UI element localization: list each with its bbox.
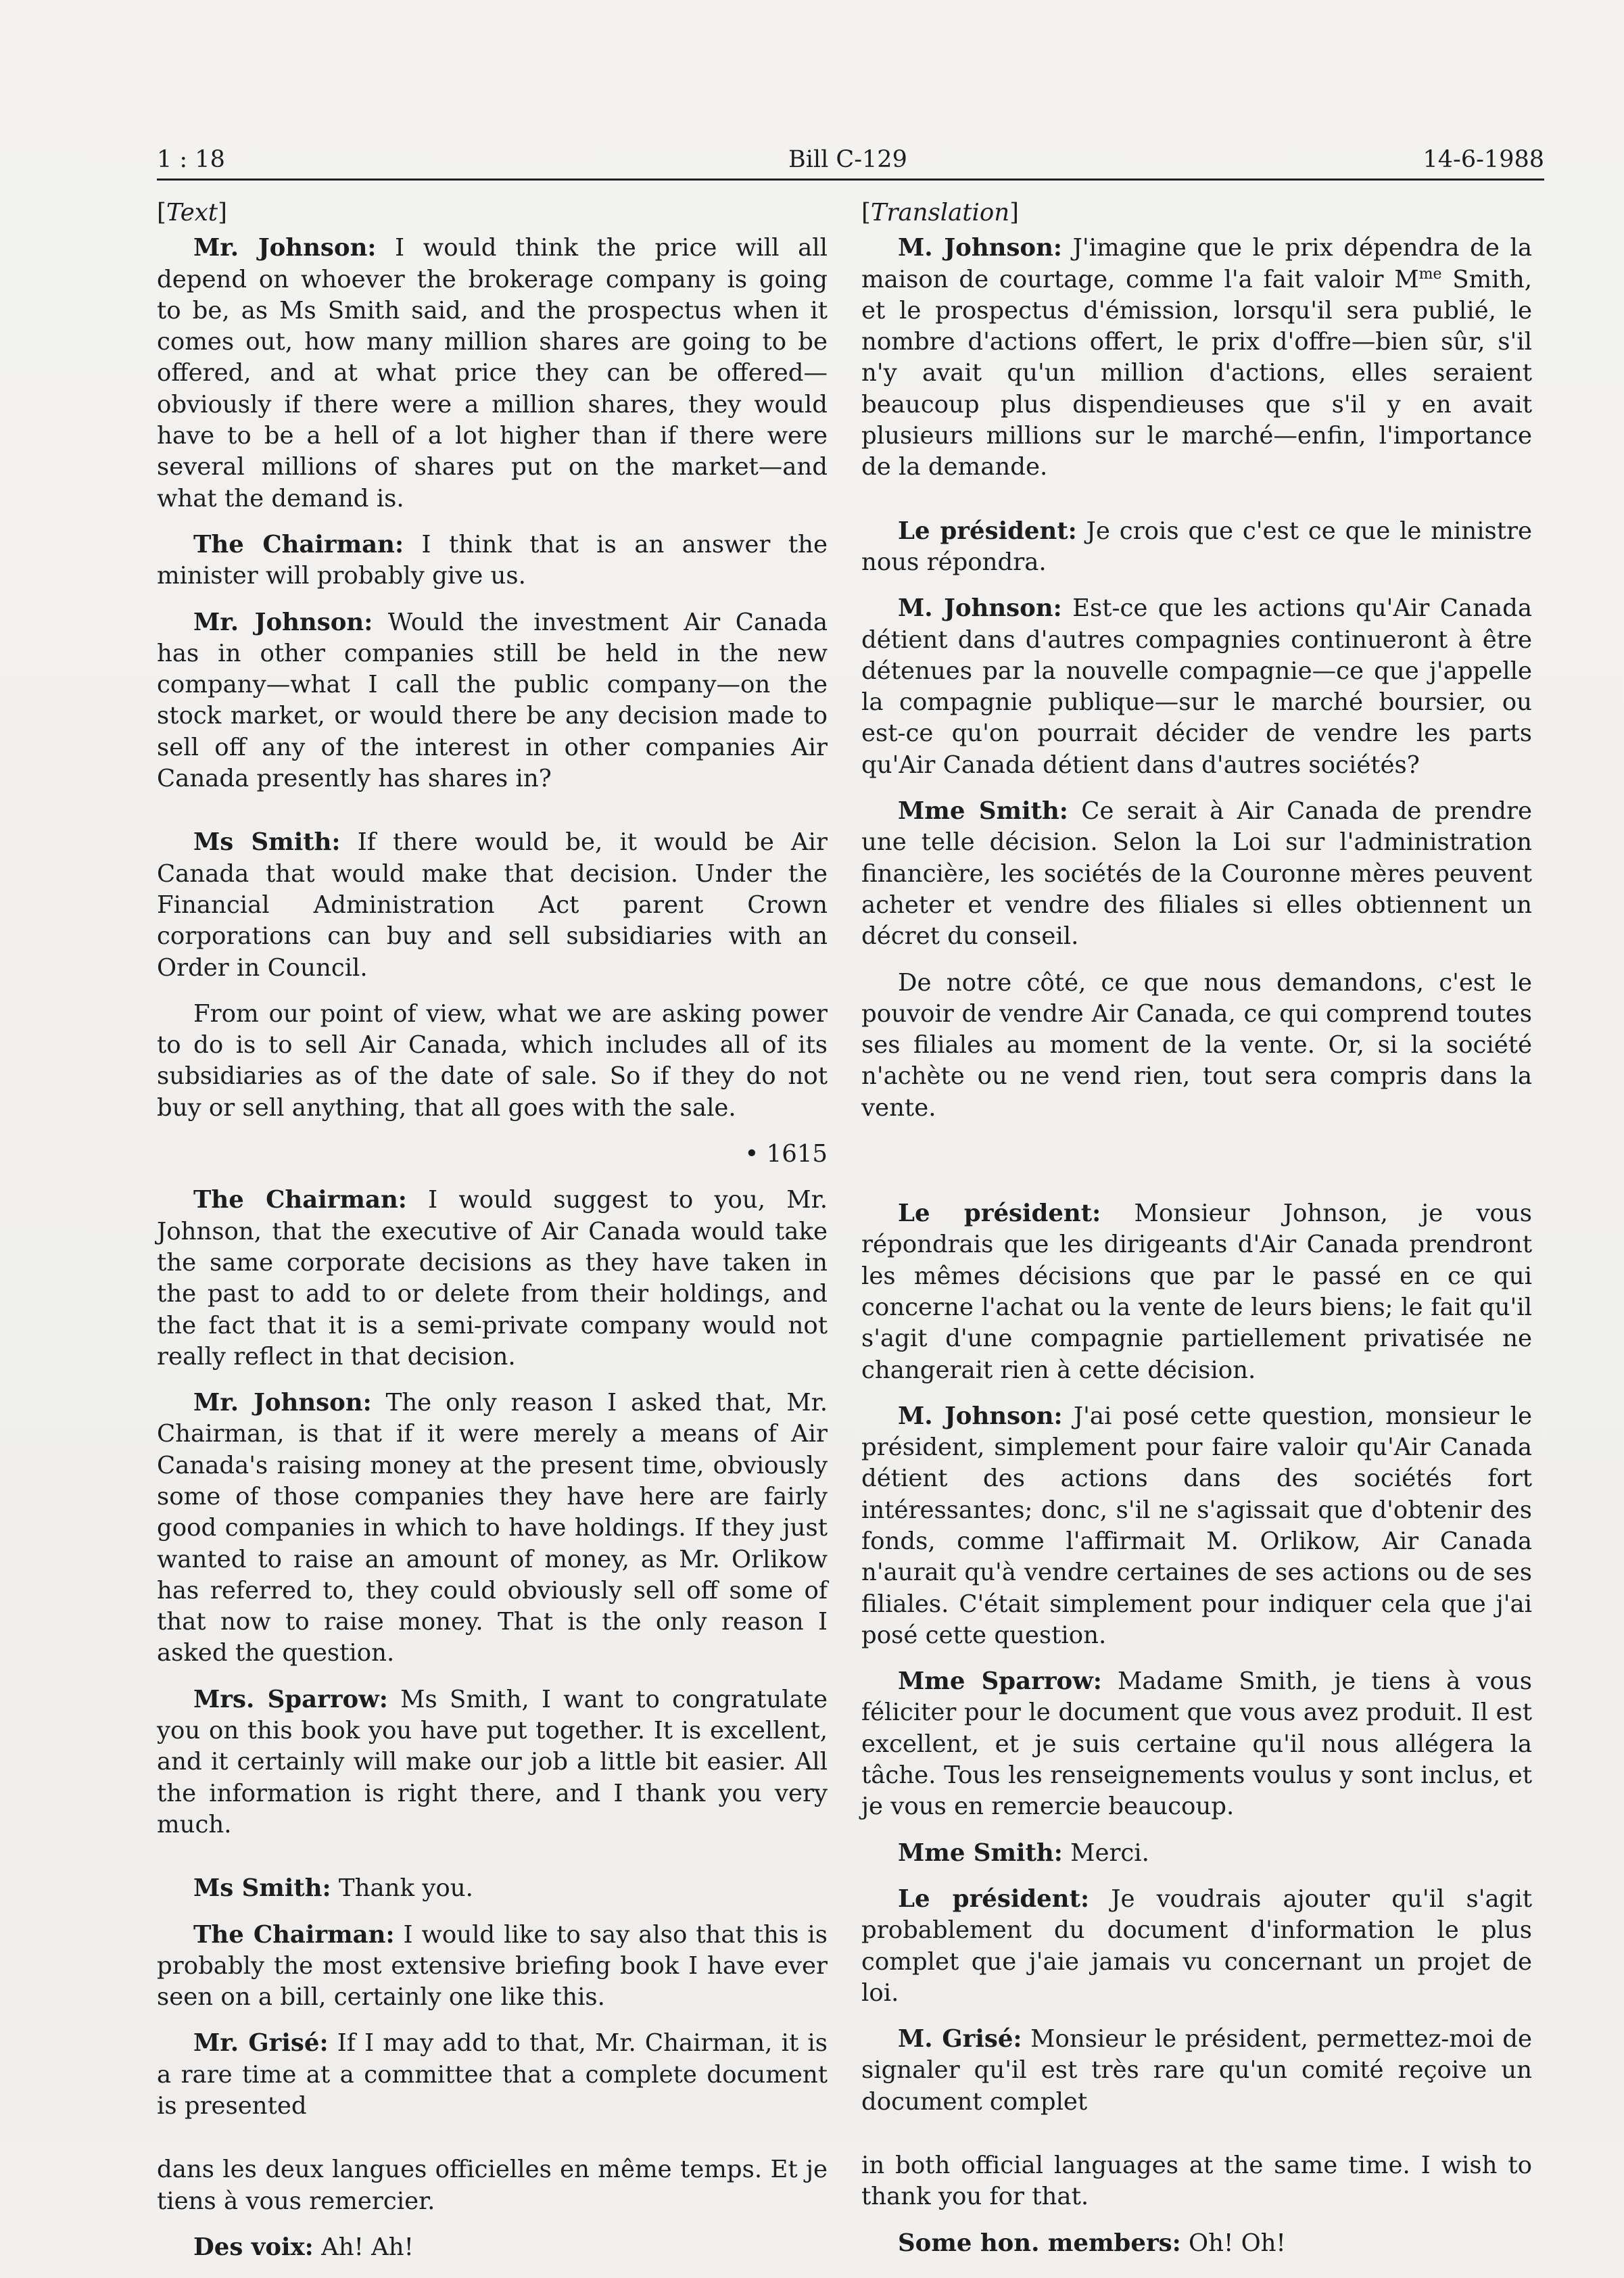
speech-paragraph bbox=[157, 1920, 828, 2014]
speaker-name: Mme Smith: bbox=[898, 797, 1068, 826]
speech-text: in both official languages at the same time. I wish to thank you for that. bbox=[861, 2152, 1532, 2211]
speech-paragraph bbox=[157, 529, 828, 592]
speech-text: The only reason I asked that, Mr. Chairman, is that if it were merely a means of Air Canada's raising money at the present time, obviously some of those companies they have here are fairly good companies in which to have holdings. If they just wanted to raise an amount of money, as Mr. Orlikow has referred to, they could obviously sell off some of that now to raise money. That is the only reason I asked the question. bbox=[157, 1389, 828, 1667]
speech-text: Merci. bbox=[1062, 1838, 1149, 1867]
speech-text: De notre côté, ce que nous demandons, c'est le pouvoir de vendre Air Canada, ce qui comprend toutes ses filiales au moment de la vente. Or, si la société n'achète ou ne vend rien, tout sera compris dans la vente. bbox=[861, 968, 1532, 1122]
speech-paragraph bbox=[861, 1666, 1532, 1822]
speech-paragraph bbox=[861, 1884, 1532, 2009]
speaker-name: Mr. Johnson: bbox=[193, 608, 373, 636]
speech-text: Monsieur le président, permettez-moi de signaler qu'il est très rare qu'un comité reçoive un document complet bbox=[861, 2025, 1532, 2116]
bill-title: Bill C-129 bbox=[788, 146, 907, 173]
speech-paragraph bbox=[861, 2150, 1532, 2213]
speech-paragraph bbox=[157, 1684, 828, 1841]
speech-paragraph bbox=[157, 233, 828, 515]
speech-paragraph bbox=[861, 968, 1532, 1124]
speech-paragraph bbox=[861, 2228, 1532, 2259]
speech-text: I would suggest to you, Mr. Johnson, that the executive of Air Canada would take the same corporate decisions as they have taken in the past to add to or delete from their holdings, and the fact that it is a semi-private company would not really reflect in that decision. bbox=[157, 1186, 828, 1371]
speaker-name: Mr. Grisé: bbox=[193, 2029, 329, 2058]
speech-text: I think that is an answer the minister will probably give us. bbox=[157, 530, 828, 590]
speech-text: Madame Smith, je tiens à vous féliciter pour le document que vous avez produit. Il est excellent, et je suis certaine qu'il nous allégera la tâche. Tous les renseignements voulus y sont inclus, et je vous en remercie beaucoup. bbox=[861, 1667, 1533, 1821]
speech-text: Ms Smith, I want to congratulate you on this book you have put together. It is excellent, and it certainly will make our job a little bit easier. All the information is right there, and I thank you very much. bbox=[157, 1685, 828, 1838]
page-number: 1 : 18 bbox=[157, 146, 225, 173]
speaker-name: Ms Smith: bbox=[193, 828, 341, 857]
speaker-name: Le président: bbox=[898, 1884, 1090, 1913]
right-column bbox=[861, 197, 1532, 2274]
speech-text: From our point of view, what we are asking power to do is to sell Air Canada, which includes all of its subsidiaries as of the date of sale. So if they do not buy or sell anything, that all goes with the sale. bbox=[157, 999, 828, 1122]
speech-paragraph bbox=[861, 2024, 1532, 2118]
speaker-name: Mme Smith: bbox=[898, 1838, 1063, 1867]
speech-paragraph bbox=[861, 233, 1532, 483]
speaker-name: The Chairman: bbox=[193, 530, 404, 559]
speaker-name: Mme Sparrow: bbox=[898, 1667, 1102, 1696]
speech-text: Monsieur Johnson, je vous répondrais que les dirigeants d'Air Canada prendront les mêmes décisions que par le passé en ce qui concerne l'achat ou la vente de leurs biens; le fait qu'il s'agit d'une compagnie partiellement privatisée ne changerait rien à cette décision. bbox=[861, 1200, 1533, 1384]
speech-text: If I may add to that, Mr. Chairman, it is a rare time at a committee that a complete document is presented bbox=[157, 2029, 828, 2120]
speech-text: dans les deux langues officielles en même temps. Et je tiens à vous remercier. bbox=[157, 2156, 828, 2215]
speaker-name: Le président: bbox=[898, 1200, 1101, 1228]
speech-text: Thank you. bbox=[331, 1874, 473, 1903]
speaker-name: Mr. Johnson: bbox=[193, 1389, 372, 1417]
speaker-name: Mrs. Sparrow: bbox=[193, 1685, 388, 1713]
speech-paragraph bbox=[157, 1873, 828, 1904]
speech-paragraph bbox=[861, 1198, 1532, 1386]
speaker-name: M. Johnson: bbox=[898, 1402, 1063, 1430]
speaker-name: Some hon. members: bbox=[898, 2229, 1181, 2257]
header-rule bbox=[157, 179, 1544, 181]
speech-text: Ah! Ah! bbox=[313, 2233, 414, 2261]
speech-text: Ce serait à Air Canada de prendre une telle décision. Selon la Loi sur l'administration financière, les sociétés de la Couronne mères peuvent acheter et vendre des filiales si elles obtiennent un décret du conseil. bbox=[861, 797, 1532, 951]
speech-paragraph bbox=[157, 2154, 828, 2217]
speaker-name: Mr. Johnson: bbox=[193, 234, 377, 262]
speech-text: Je voudrais ajouter qu'il s'agit probablement du document d'information le plus complet que j'aie jamais vu concernant un projet de loi. bbox=[861, 1884, 1532, 2007]
column-tag: [Translation] bbox=[861, 199, 1019, 227]
speech-paragraph bbox=[861, 593, 1532, 781]
speaker-name: M. Johnson: bbox=[898, 234, 1063, 262]
speech-text: I would think the price will all depend on whoever the brokerage company is going to be, as Ms Smith said, and the prospectus when it comes out, how many million shares are going to be offered, and at what price they can be offered—obviously if there were a million shares, they would have to be a hell of a lot higher than if there were several millions of shares put on the market—and what the demand is. bbox=[157, 234, 828, 513]
speech-paragraph bbox=[157, 1387, 828, 1669]
speech-text: If there would be, it would be Air Canada that would make that decision. Under the Financial Administration Act parent Crown corporations can buy and sell subsidiaries with an Order in Council. bbox=[157, 828, 828, 982]
superscript: me bbox=[1418, 265, 1442, 283]
time-marker: • 1615 bbox=[744, 1140, 828, 1168]
speech-paragraph bbox=[861, 796, 1532, 952]
speech-paragraph bbox=[157, 2028, 828, 2122]
page-header bbox=[157, 143, 1544, 176]
speech-paragraph bbox=[157, 999, 828, 1124]
speech-text: Would the investment Air Canada has in other companies still be held in the new company—what I call the public company—on the stock market, or would there be any decision made to sell off any of the interest in other companies Air Canada presently has shares in? bbox=[157, 608, 828, 793]
speech-paragraph bbox=[157, 607, 828, 795]
speaker-name: Ms Smith: bbox=[193, 1874, 331, 1903]
left-column bbox=[157, 197, 828, 2278]
speaker-name: The Chairman: bbox=[193, 1186, 407, 1214]
speech-text: Smith, et le prospectus d'émission, lorsqu'il sera publié, le nombre d'actions offert, le prix d'offre—bien sûr, s'il n'y avait qu'un million d'actions, elles seraient beaucoup plus dispendieuses que s'il y en avait plusieurs millions sur le marché—enfin, l'importance de la demande. bbox=[861, 265, 1532, 481]
page-date: 14-6-1988 bbox=[1423, 146, 1544, 173]
speaker-name: Des voix: bbox=[193, 2233, 314, 2261]
speech-text: J'imagine que le prix dépendra de la maison de courtage, comme l'a fait valoir M bbox=[861, 234, 1532, 293]
speaker-name: Le président: bbox=[898, 517, 1077, 545]
speech-paragraph bbox=[157, 2232, 828, 2263]
speech-paragraph bbox=[157, 827, 828, 983]
speaker-name: M. Grisé: bbox=[898, 2025, 1022, 2054]
speech-text: Oh! Oh! bbox=[1180, 2229, 1286, 2257]
speech-paragraph bbox=[861, 1401, 1532, 1651]
speech-paragraph bbox=[861, 1838, 1532, 1869]
speech-paragraph bbox=[157, 1185, 828, 1373]
speaker-name: The Chairman: bbox=[193, 1920, 395, 1949]
speech-text: I would like to say also that this is probably the most extensive briefing book I have ever seen on a bill, certainly one like this. bbox=[157, 1920, 828, 2012]
speech-text: J'ai posé cette question, monsieur le président, simplement pour faire valoir qu'Air Canada détient des actions dans des sociétés fort intéressantes; donc, s'il ne s'agissait que d'obtenir des fonds, comme l'affirmait M. Orlikow, Air Canada n'aurait qu'à vendre certaines de ses actions ou de ses filiales. C'était simplement pour indiquer cela que j'ai posé cette question. bbox=[861, 1402, 1532, 1649]
speech-text: Est-ce que les actions qu'Air Canada détient dans d'autres compagnies continueront à être détenues par la nouvelle compagnie—ce que j'appelle la compagnie publique—sur le marché boursier, ou est-ce qu'on pourrait décider de vendre les parts qu'Air Canada détient dans d'autres sociétés? bbox=[861, 594, 1532, 779]
column-tag: [Text] bbox=[157, 199, 227, 227]
speech-paragraph bbox=[861, 516, 1532, 579]
speech-text: Je crois que c'est ce que le ministre nous répondra. bbox=[861, 517, 1532, 576]
speaker-name: M. Johnson: bbox=[898, 594, 1062, 623]
